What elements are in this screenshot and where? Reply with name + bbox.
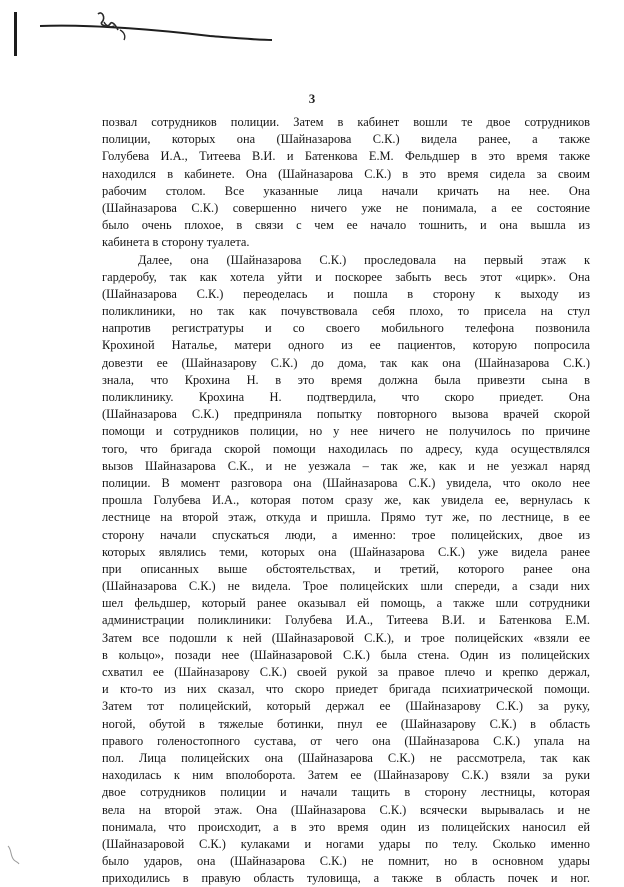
text-line: двое сотрудников полиции и начали тащить в сторону лестницы, которая xyxy=(102,784,590,801)
text-line: (Шайназаровой С.К.) кулаками и ногами удары по телу. Сколько именно xyxy=(102,836,590,853)
text-line: Крохиной Наталье, матери одного из ее пациентов, которую попросила xyxy=(102,337,590,354)
text-line: довезти ее (Шайназарову С.К.) до дома, так как она (Шайназарова С.К.) xyxy=(102,355,590,372)
text-line: пол. Лица полицейских она (Шайназарова С.К.) не рассмотрела, так как xyxy=(102,750,590,767)
text-line: находился в кабинете. Она (Шайназарова С.К.) в это время сидела за своим xyxy=(102,166,590,183)
text-line: было очень плохое, в связи с чем ее начало тошнить, и она вышла из xyxy=(102,217,590,234)
text-line: поликлиники, но так как почувствовала себя плохо, то присела на стул xyxy=(102,303,590,320)
text-line: Голубева И.А., Титеева В.И. и Батенкова Е.М. Фельдшер в это время также xyxy=(102,148,590,165)
text-line: Далее, она (Шайназарова С.К.) проследовала на первый этаж к xyxy=(102,252,590,269)
text-line: при описанных выше обстоятельствах, и третий, которого ранее она xyxy=(102,561,590,578)
text-line: сторону начали спускаться люди, а именно: трое полицейских, двое из xyxy=(102,527,590,544)
text-line: напротив регистратуры и со своего мобильного телефона позвонила xyxy=(102,320,590,337)
text-line: Затем все подошли к ней (Шайназаровой С.К.), и трое полицейских «взяли ее xyxy=(102,630,590,647)
text-line: было ударов, она (Шайназарова С.К.) не помнит, но в основном удары xyxy=(102,853,590,870)
text-line: Затем тот полицейский, который держал ее (Шайназарову С.К.) за руку, xyxy=(102,698,590,715)
text-line: понимала, что происходит, а в это время один из полицейских наносил ей xyxy=(102,819,590,836)
text-line: в кольцо», позади нее (Шайназаровой С.К.) была стена. Один из полицейских xyxy=(102,647,590,664)
page-number: 3 xyxy=(0,91,624,107)
text-line: вызов Шайназарова С.К., и не уезжала – так же, как и не уезжал наряд xyxy=(102,458,590,475)
text-line: приходились в правую область туловища, а также в область почек и ног. xyxy=(102,870,590,887)
text-line: схватил ее (Шайназарову С.К.) своей рукой за правое плечо и крепко держал, xyxy=(102,664,590,681)
text-line: лестнице на второй этаж, откуда и пришла. Прямо тут же, по лестнице, в ее xyxy=(102,509,590,526)
text-line: полиции, которых она (Шайназарова С.К.) видела ранее, а также xyxy=(102,131,590,148)
handwritten-signature xyxy=(0,0,300,70)
text-line: вела на второй этаж. Она (Шайназарова С.К.) всячески вырывалась и не xyxy=(102,802,590,819)
text-line: рабочим столом. Все указанные лица начали кричать на нее. Она xyxy=(102,183,590,200)
text-line: и кто-то из них сказал, что скоро приедет бригада психиатрической помощи. xyxy=(102,681,590,698)
text-line: (Шайназарова С.К.) совершенно ничего уже не понимала, а ее состояние xyxy=(102,200,590,217)
text-line: поликлинику. Крохина Н. подтвердила, что скоро приедет. Она xyxy=(102,389,590,406)
document-body xyxy=(102,114,590,887)
text-line: полиции. В момент разговора она (Шайназарова С.К.) увидела, что около нее xyxy=(102,475,590,492)
text-line: кабинета в сторону туалета. xyxy=(102,234,590,251)
text-line: правого голеностопного сустава, от чего она (Шайназарова С.К.) упала на xyxy=(102,733,590,750)
text-line: шел фельдшер, который ранее оказывал ей помощь, а также шли сотрудники xyxy=(102,595,590,612)
scan-corner-mark xyxy=(6,840,20,866)
text-line: (Шайназарова С.К.) не видела. Трое полицейских шли спереди, а сзади них xyxy=(102,578,590,595)
text-line: прошла Голубева И.А., которая потом сразу же, как увидела ее, вернулась к xyxy=(102,492,590,509)
paragraph xyxy=(102,252,590,887)
text-line: администрации поликлиники: Голубева И.А., Титеева В.И. и Батенкова Е.М. xyxy=(102,612,590,629)
text-line: того, что бригада скорой помощи находилась по адресу, куда осуществлялся xyxy=(102,441,590,458)
text-line: помощи и сотрудников полиции, но у нее ничего не получилось по причине xyxy=(102,423,590,440)
text-line: знала, что Крохина Н. в это время должна была привезти сына в xyxy=(102,372,590,389)
text-line: находилась к ним вполоборота. Затем ее (Шайназарову С.К.) взяли за руки xyxy=(102,767,590,784)
text-line: (Шайназарова С.К.) предприняла попытку повторного вызова врачей скорой xyxy=(102,406,590,423)
text-line: которых являлись теми, которых она (Шайназарова С.К.) уже видела ранее xyxy=(102,544,590,561)
paragraph xyxy=(102,114,590,252)
text-line: ногой, обутой в тяжелые ботинки, пнул ее (Шайназарову С.К.) в область xyxy=(102,716,590,733)
text-line: (Шайназарова С.К.) переоделась и пошла в сторону к выходу из xyxy=(102,286,590,303)
text-line: гардеробу, так как хотела уйти и поскорее забыть весь этот «цирк». Она xyxy=(102,269,590,286)
text-line: позвал сотрудников полиции. Затем в кабинет вошли те двое сотрудников xyxy=(102,114,590,131)
